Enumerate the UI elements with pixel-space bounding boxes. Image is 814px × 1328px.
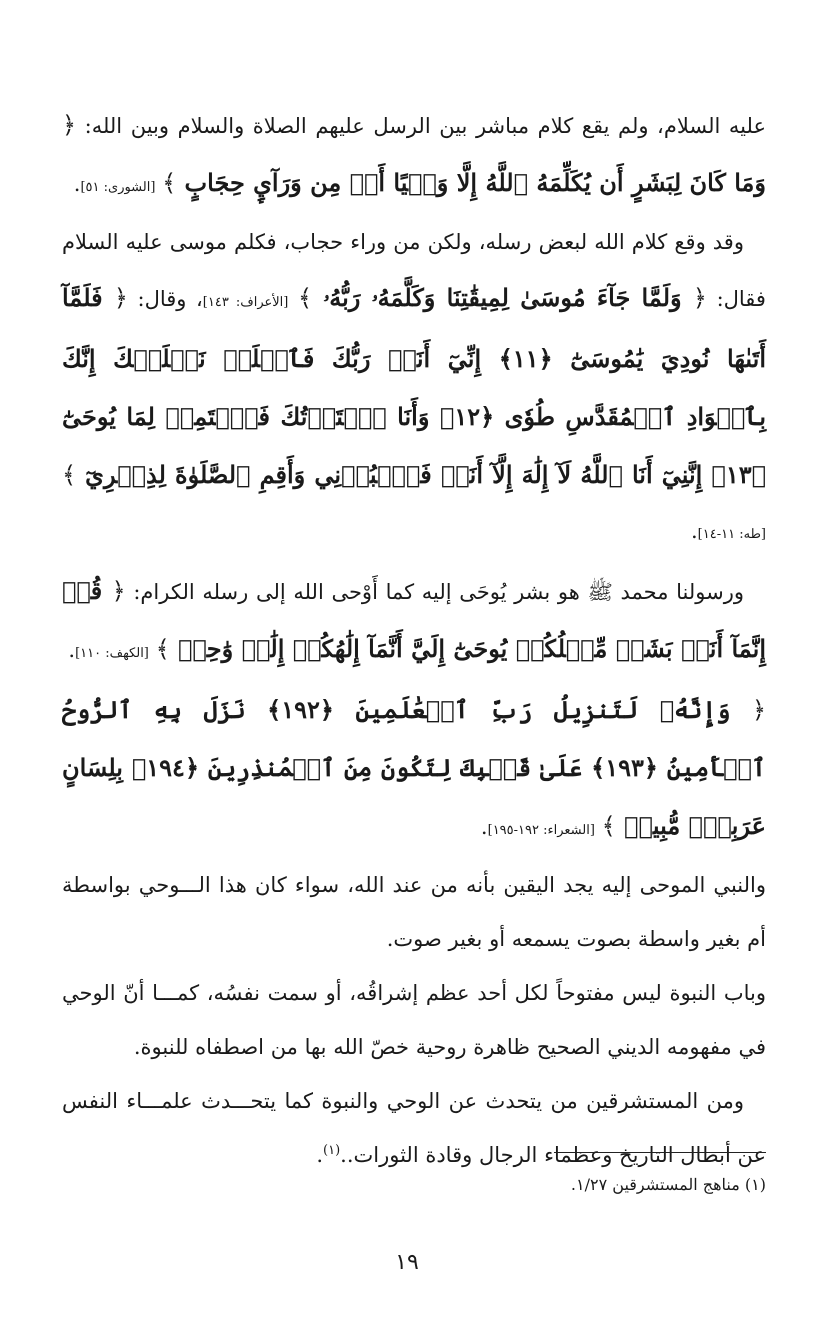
- verse-reference: [الكهف: ١١٠]: [75, 646, 149, 661]
- paragraph-text: والنبي الموحى إليه يجد اليقين بأنه من عند الله، سواء كان هذا الـــوحي بواسطة أم بغير واسطة بصوت يسمعه أو بغير صوت.: [62, 873, 766, 951]
- verse-open-bracket: ﴿: [111, 577, 126, 605]
- punctuation: .: [480, 815, 488, 839]
- quran-verse: [62, 695, 766, 840]
- quran-verse: [298, 283, 707, 312]
- footnote-text: (١) مناهج المستشرقين ١/٢٧.: [570, 1175, 766, 1194]
- verse-text: فَلَمَّآ أَتَىٰهَا نُودِيَ يَٰمُوسَىٰٓ ﴿١١﴾ إِنِّيٓ أَنَا۠ رَبُّكَ فَٱخۡلَعۡ نَعۡلَيۡكَ إِنَّكَ بِٱلۡوَادِ ٱلۡمُقَدَّسِ طُوٗى ﴿١٢﴾ وَأَنَا ٱخۡتَرۡتُكَ فَٱسۡتَمِعۡ لِمَا يُوحَىٰٓ ﴿١٣﴾ إِنَّنِيٓ أَنَا ٱللَّهُ لَآ إِلَٰهَ إِلَّآ أَنَا۠ فَٱعۡبُدۡنِي وَأَقِمِ ٱلصَّلَوٰةَ لِذِكۡرِيٓ: [62, 283, 767, 489]
- verse-reference: [الشعراء: ١٩٢-١٩٥]: [487, 823, 595, 838]
- punctuation: .: [73, 172, 81, 196]
- punctuation: .: [68, 638, 76, 662]
- verse-close-bracket: ﴾: [297, 284, 312, 312]
- main-text: [62, 96, 766, 1182]
- verse-reference: [الشورى: ٥١]: [80, 180, 156, 195]
- punctuation: .: [316, 1143, 323, 1167]
- paragraph-text: وقد وقع كلام الله لبعض رسله، ولكن من وراء حجاب، فكلم موسى عليه السلام فقال:: [62, 230, 766, 311]
- footnote: [62, 1170, 766, 1200]
- verse-close-bracket: ﴾: [155, 635, 170, 663]
- verse-text: وَإِنَّهُۥ لَتَنزِيلُ رَبِّ ٱلۡعَٰلَمِينَ ﴿١٩٢﴾ نَزَلَ بِهِ ٱلرُّوحُ ٱلۡأَمِينُ ﴿١٩٣﴾ عَلَىٰ قَلۡبِكَ لِتَكُونَ مِنَ ٱلۡمُنذِرِينَ ﴿١٩٤﴾ بِلِسَانٍ عَرَبِيّٖ مُّبِينٖ: [62, 695, 766, 840]
- verse-close-bracket: ﴾: [62, 461, 77, 489]
- verse-reference: [الأعراف: ١٤٣]: [202, 295, 289, 310]
- verse-text: قُلۡ إِنَّمَآ أَنَا۠ بَشَرٞ مِّثۡلُكُمۡ يُوحَىٰٓ إِلَيَّ أَنَّمَآ إِلَٰهُكُمۡ إِلَٰهٞ وَٰحِدٞ: [62, 576, 766, 663]
- punctuation: .: [690, 519, 698, 543]
- paragraph-6: [62, 966, 766, 1074]
- paragraph-7: [62, 1074, 766, 1182]
- footnote-marker[interactable]: (١): [323, 1143, 341, 1158]
- paragraph-text: ورسولنا محمد ﷺ هو بشر يُوحَى إليه كما أَوْحى الله إلى رسله الكرام:: [133, 580, 744, 604]
- verse-text: وَلَمَّا جَآءَ مُوسَىٰ لِمِيقَٰتِنَا وَكَلَّمَهُۥ رَبُّهُۥ: [323, 283, 682, 312]
- paragraph-text: وقال:: [137, 287, 187, 311]
- verse-open-bracket: ﴿: [62, 111, 77, 139]
- paragraph-2: [62, 215, 766, 562]
- footnote-divider: [554, 1152, 766, 1153]
- verse-reference: [طه: ١١-١٤]: [697, 527, 766, 542]
- verse-open-bracket: ﴿: [113, 284, 128, 312]
- page-number: ١٩: [395, 1250, 419, 1275]
- paragraph-text: وباب النبوة ليس مفتوحاً لكل أحد عظم إشراقُه، أو سمت نفسُه، كمـــا أنّ الوحي في مفهومه الديني الصحيح ظاهرة روحية خصّ الله بها من اصطفاه للنبوة.: [62, 981, 766, 1059]
- paragraph-text: عليه السلام، ولم يقع كلام مباشر بين الرسل عليهم الصلاة والسلام وبين الله:: [84, 114, 766, 138]
- paragraph-1: [62, 96, 766, 215]
- paragraph-5: [62, 858, 766, 966]
- paragraph-3: [62, 562, 766, 681]
- verse-text: وَمَا كَانَ لِبَشَرٍ أَن يُكَلِّمَهُ ٱللَّهُ إِلَّا وَحۡيًا أَوۡ مِن وَرَآيِٕ حِجَابٍ: [184, 168, 766, 197]
- paragraph-4: [62, 681, 766, 858]
- punctuation: ،: [196, 287, 203, 311]
- paragraph-text: ومن المستشرقين من يتحدث عن الوحي والنبوة كما يتحـــدث علمـــاء النفس عن أبطال التاريخ وعظماء الرجال وقادة الثورات..: [62, 1089, 766, 1167]
- verse-close-bracket: ﴾: [162, 169, 177, 197]
- verse-open-bracket: ﴿: [692, 284, 707, 312]
- quran-verse: [62, 283, 766, 489]
- verse-close-bracket: ﴾: [601, 812, 616, 840]
- verse-open-bracket: ﴿: [751, 696, 766, 724]
